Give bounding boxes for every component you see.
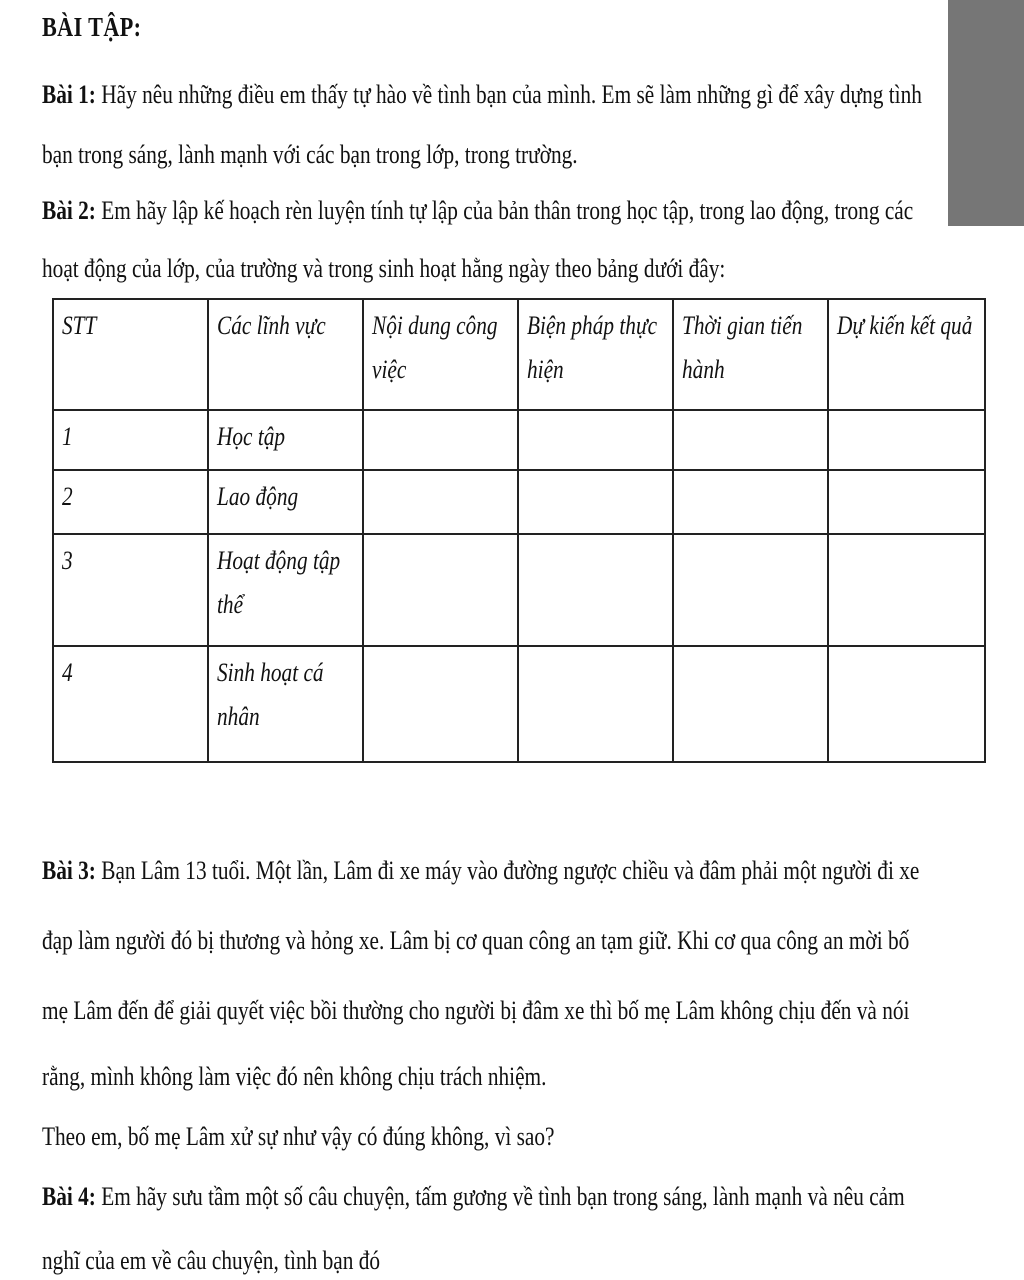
table-cell: 2: [53, 470, 208, 534]
table-cell: Hoạt động tập thể: [208, 534, 363, 646]
table-cell: [673, 410, 828, 470]
table-cell: Học tập: [208, 410, 363, 470]
bai1-label: Bài 1:: [42, 80, 96, 109]
table-cell: [673, 470, 828, 534]
bai4-text-1: Em hãy sưu tầm một số câu chuyện, tấm gương về tình bạn trong sáng, lành mạnh và nêu cảm: [95, 1182, 905, 1211]
table-row: [53, 534, 985, 646]
table-cell: [518, 534, 673, 646]
bai3-line-4: rằng, mình không làm việc đó nên không chịu trách nhiệm.: [42, 1062, 547, 1091]
bai3-line-3: mẹ Lâm đến để giải quyết việc bồi thường cho người bị đâm xe thì bố mẹ Lâm không chịu đến và nói: [42, 996, 910, 1025]
table-cell: [518, 470, 673, 534]
table-cell: [828, 410, 985, 470]
table-cell: 4: [53, 646, 208, 762]
table-cell: 3: [53, 534, 208, 646]
table-cell: [518, 410, 673, 470]
table-cell: [828, 534, 985, 646]
table-cell: [828, 470, 985, 534]
table-header-cell: STT: [53, 299, 208, 410]
bai4-line-1: [42, 1182, 905, 1212]
table-header-cell: Nội dung công việc: [363, 299, 518, 410]
bai3-line-2: đạp làm người đó bị thương và hỏng xe. Lâm bị cơ quan công an tạm giữ. Khi cơ qua công an mời bố: [42, 926, 910, 955]
bai1-line-2: bạn trong sáng, lành mạnh với các bạn trong lớp, trong trường.: [42, 140, 578, 169]
bai3-line-1: [42, 856, 919, 886]
bai3-text-1: Bạn Lâm 13 tuổi. Một lần, Lâm đi xe máy vào đường ngược chiều và đâm phải một người đi xe: [95, 856, 920, 885]
bai2-text-1: Em hãy lập kế hoạch rèn luyện tính tự lập của bản thân trong học tập, trong lao động, trong các: [95, 196, 914, 225]
table-cell: [828, 646, 985, 762]
table-cell: 1: [53, 410, 208, 470]
table-header-row: [53, 299, 985, 410]
table-header-cell: Dự kiến kết quả: [828, 299, 985, 410]
table-cell: Sinh hoạt cá nhân: [208, 646, 363, 762]
bai4-label: Bài 4:: [42, 1182, 96, 1211]
bai2-label: Bài 2:: [42, 196, 96, 225]
bai3-label: Bài 3:: [42, 856, 96, 885]
table-cell: [363, 646, 518, 762]
plan-table: [52, 298, 986, 763]
table-cell: [673, 534, 828, 646]
bai4-line-2: nghĩ của em về câu chuyện, tình bạn đó: [42, 1246, 381, 1275]
table-header-cell: Thời gian tiến hành: [673, 299, 828, 410]
bai1-text-1: Hãy nêu những điều em thấy tự hào về tình bạn của mình. Em sẽ làm những gì để xây dựng tình: [95, 80, 922, 109]
table-cell: [518, 646, 673, 762]
table-cell: [363, 534, 518, 646]
table-row: [53, 470, 985, 534]
bai3-line-5: Theo em, bố mẹ Lâm xử sự như vậy có đúng không, vì sao?: [42, 1122, 555, 1151]
page-heading: BÀI TẬP:: [42, 12, 142, 42]
table-row: [53, 410, 985, 470]
table-cell: [363, 470, 518, 534]
table-cell: [673, 646, 828, 762]
bai2-line-2: hoạt động của lớp, của trường và trong sinh hoạt hằng ngày theo bảng dưới đây:: [42, 254, 726, 283]
bai2-line-1: [42, 196, 913, 226]
table-row: [53, 646, 985, 762]
table-cell: [363, 410, 518, 470]
gray-overlay-block: [948, 0, 1024, 226]
table-header-cell: Các lĩnh vực: [208, 299, 363, 410]
table-header-cell: Biện pháp thực hiện: [518, 299, 673, 410]
bai1-line-1: [42, 80, 922, 110]
table-cell: Lao động: [208, 470, 363, 534]
